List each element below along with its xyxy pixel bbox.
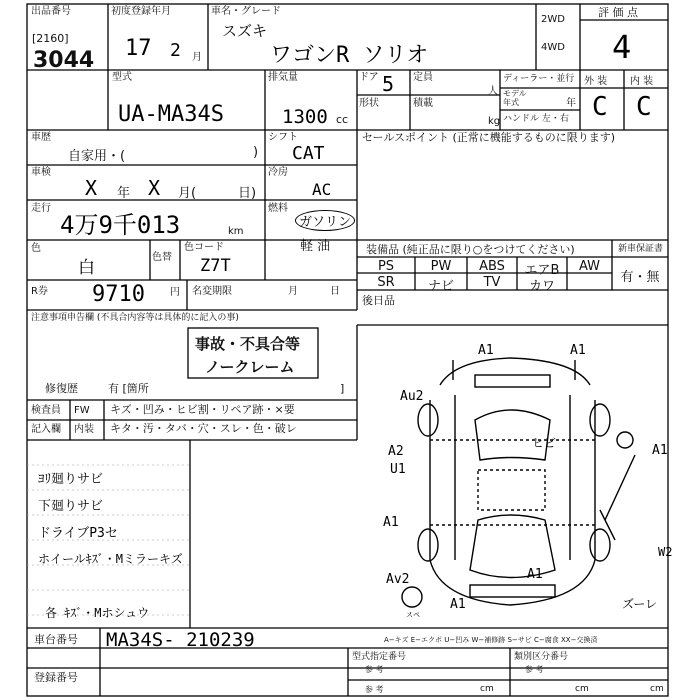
seat-unit: 人 <box>488 86 498 97</box>
mark-spare: スペ <box>406 611 420 619</box>
drive-2wd: 2WD <box>541 14 565 25</box>
drive-4wd: 4WD <box>541 42 565 53</box>
handle-label: ハンドル 左・右 <box>503 114 569 124</box>
color-code-label: 色コード <box>184 242 224 253</box>
mark-a1-right: A1 <box>652 443 668 458</box>
inspection-year: X <box>85 176 98 200</box>
mark-u1: U1 <box>390 462 406 477</box>
note-3: ドライブP3セ <box>38 526 118 541</box>
name-change-day: 日 <box>330 286 340 297</box>
rating-value: 4 <box>612 28 632 66</box>
warranty-label: 新車保証書 <box>618 244 664 254</box>
history-close: ) <box>253 145 259 160</box>
maker: スズキ <box>222 22 268 40</box>
inspector-label1: 検査員 <box>31 405 61 416</box>
aircon-label: 冷房 <box>268 167 288 178</box>
cert-ref: 参 考 <box>365 665 384 674</box>
inspector-label2: 記入欄 <box>31 424 61 435</box>
repair-label: 修復歴 <box>45 382 78 395</box>
load-unit: kg <box>488 116 501 127</box>
rating-label: 評 価 点 <box>598 6 638 19</box>
fuel-label: 燃料 <box>268 203 288 214</box>
recycle-label: R券 <box>31 286 48 297</box>
mark-a1-left: A1 <box>383 515 399 530</box>
equip-sr: SR <box>377 275 395 290</box>
equip-airbag: エアB <box>524 263 560 278</box>
int-grade: C <box>636 92 652 122</box>
type-value: UA-MA34S <box>118 102 224 127</box>
sales-point-label: セールスポイント (正常に機能するものに限ります) <box>362 131 616 144</box>
caution-label: 注意事項申告欄 (不具合内容等は具体的に記入の事) <box>31 313 239 323</box>
ref-bottom-1: 参 考 <box>365 685 384 694</box>
warranty-value: 有・無 <box>620 270 660 285</box>
inspection-year-unit: 年 <box>117 186 131 201</box>
history-label: 車歴 <box>31 132 51 143</box>
history-value: 自家用・( <box>68 149 126 164</box>
fuel-diesel: 軽 油 <box>300 239 331 254</box>
defect-legend: A−キズ E−エクボ U−凹み W−補修跡 S−サビ C−腐食 XX−交換済 <box>384 636 598 644</box>
mileage-value: 4万9千013 <box>60 211 181 239</box>
type-label: 型式 <box>112 72 132 83</box>
note-5: 各 ｷｽﾞ・Mホシュウ <box>45 606 150 620</box>
mark-a2: A2 <box>388 444 404 459</box>
recycle-unit: 円 <box>170 287 180 298</box>
dealer-label: ディーラー・並行 <box>503 74 575 84</box>
fuel-gas: ガソリン <box>295 210 355 231</box>
repair-close: ] <box>340 382 345 395</box>
inspection-month: X <box>148 176 161 200</box>
model-name: ワゴンR ソリオ <box>270 43 429 68</box>
door-label: ドア <box>359 72 379 83</box>
name-change-label: 名変期限 <box>192 286 232 297</box>
mark-w2: W2 <box>658 545 673 559</box>
equip-leather: カワ <box>528 279 555 294</box>
disp-label: 排気量 <box>268 72 298 83</box>
equipment-label: 装備品 (純正品に限り○をつけてください) <box>366 243 575 256</box>
lot-label: 出品番号 <box>31 6 71 17</box>
equip-navi: ナビ <box>427 279 454 294</box>
repair-value: 有 [箇所 <box>108 382 149 395</box>
equip-abs: ABS <box>479 259 505 274</box>
mileage-label: 走行 <box>31 203 51 214</box>
cm-2: cm <box>575 684 589 694</box>
class-label: 類別区分番号 <box>514 652 569 662</box>
car-diagram <box>402 358 635 607</box>
cm-3: cm <box>650 684 664 694</box>
inspection-label: 車検 <box>31 167 51 178</box>
first-reg-label: 初度登録年月 <box>111 6 171 17</box>
recycle-value: 9710 <box>92 282 145 307</box>
first-reg-month: 2 <box>170 40 181 61</box>
model-year-unit: 年 <box>566 98 576 109</box>
mark-crack: ヒビ <box>532 436 557 450</box>
shift-label: シフト <box>268 132 298 143</box>
note-1: ﾖﾘ廻りサビ <box>38 472 104 487</box>
door-value: 5 <box>382 72 395 96</box>
color-label: 色 <box>31 243 41 254</box>
inspection-month-unit: 月( <box>178 186 197 201</box>
int-label: 内 装 <box>630 76 654 87</box>
color-change-label: 色替 <box>152 252 172 263</box>
ext-label: 外 装 <box>584 76 608 87</box>
inspector-interior: 内装 <box>74 424 94 435</box>
mark-a1-front-left: A1 <box>478 343 494 358</box>
inspector-row1: キズ・凹み・ヒビ割・リペア跡・×要 <box>110 403 295 416</box>
lot-number: 3044 <box>33 48 95 73</box>
color-value: 白 <box>78 258 95 278</box>
first-reg-month-unit: 月 <box>192 52 202 63</box>
stamp-line2: ノークレーム <box>205 358 295 376</box>
mark-a1-rear-bumper: A1 <box>450 597 466 612</box>
equip-aw: AW <box>578 259 601 274</box>
name-change-month: 月 <box>288 286 298 297</box>
class-ref: 参 考 <box>525 665 544 674</box>
disp-unit: cc <box>336 113 349 126</box>
inspector-row2: キタ・汚・タバ・穴・スレ・色・破レ <box>110 422 297 435</box>
mark-a1-front-right: A1 <box>570 343 586 358</box>
cm-1: cm <box>480 684 494 694</box>
equip-ps: PS <box>377 259 395 274</box>
first-reg-year: 17 <box>125 36 152 61</box>
cert-label: 型式指定番号 <box>352 652 407 662</box>
note-4: ホイールｷｽﾞ・Mミラーキズ <box>38 552 183 566</box>
shape-label: 形状 <box>359 98 379 109</box>
color-code-value: Z7T <box>200 256 231 276</box>
seat-label: 定員 <box>413 72 433 83</box>
mark-a1-rear: A1 <box>527 567 543 582</box>
after-install-label: 後日品 <box>362 294 395 307</box>
disp-value: 1300 <box>282 106 328 128</box>
mark-au2: Au2 <box>400 389 424 404</box>
equip-tv: TV <box>483 275 501 290</box>
ext-grade: C <box>592 92 608 122</box>
aircon-value: AC <box>312 180 332 199</box>
chassis-value: MA34S- 210239 <box>106 629 255 651</box>
mark-zure: ズーレ <box>622 597 658 611</box>
reg-label: 登録番号 <box>34 671 78 684</box>
lot-sub: [2160] <box>32 32 69 45</box>
note-2: 下廻りサビ <box>38 499 104 514</box>
chassis-label: 車台番号 <box>34 633 78 646</box>
stamp-line1: 事故・不具合等 <box>195 335 301 353</box>
equip-pw: PW <box>430 259 452 274</box>
load-label: 積載 <box>413 98 433 109</box>
inspection-day-unit: 日) <box>238 186 257 201</box>
name-label: 車名・グレード <box>211 6 281 17</box>
inspector-fw: FW <box>74 405 90 416</box>
mileage-unit: km <box>228 226 244 237</box>
mark-av2: Av2 <box>386 572 410 587</box>
model-year-label: モデル 年式 <box>503 89 527 107</box>
shift-value: CAT <box>292 143 325 164</box>
